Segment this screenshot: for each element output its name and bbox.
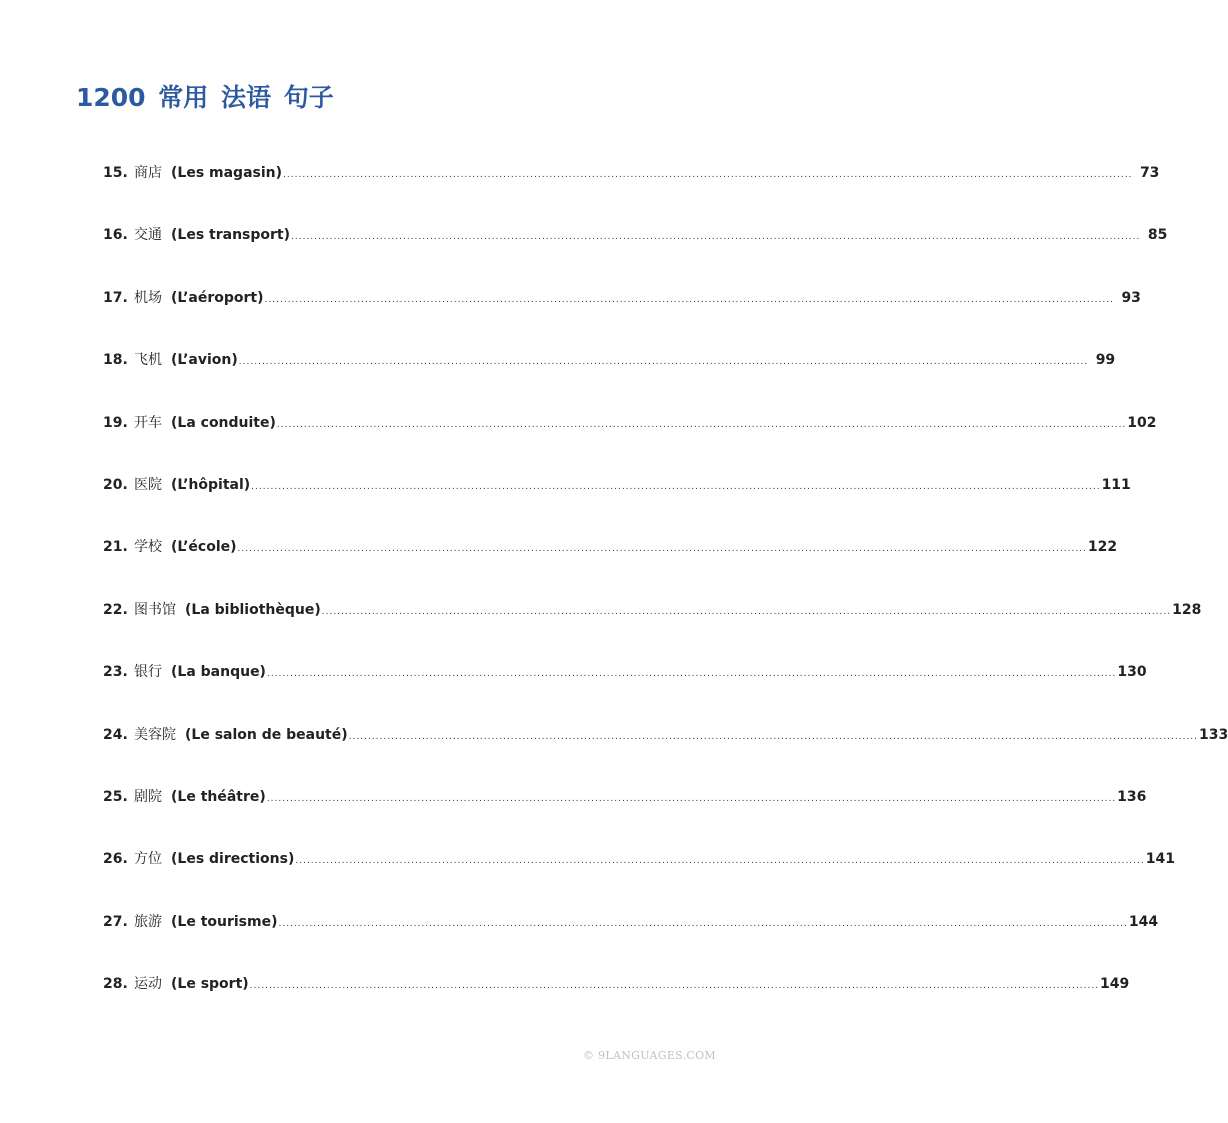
entry-french-title: (La bibliothèque)	[185, 601, 321, 618]
entry-chinese-title: 学校	[134, 539, 162, 556]
toc-entry[interactable]	[103, 907, 1159, 969]
entry-chinese-title: 运动	[134, 976, 162, 993]
entry-number: 19.	[103, 414, 128, 431]
entry-french-title: (Les magasin)	[171, 165, 283, 181]
dot-leader: ............................................................................................................................................................................................................................	[321, 606, 1172, 617]
entry-chinese-title: 开车	[134, 414, 162, 431]
entry-page-number: 111	[1101, 476, 1131, 493]
entry-chinese-title: 旅游	[134, 913, 162, 930]
entry-number: 26.	[103, 851, 128, 868]
dot-leader: ............................................................................................................................................................................................................................	[264, 294, 1114, 305]
entry-french-title: (La conduite)	[171, 414, 276, 431]
entry-french-title: (L’aéroport)	[171, 289, 264, 306]
toc-entry[interactable]	[103, 532, 1118, 594]
entry-chinese-title: 银行	[134, 664, 162, 681]
entry-chinese-title: 剧院	[134, 788, 162, 805]
toc-entry[interactable]	[103, 720, 1228, 782]
toc-entry[interactable]	[103, 782, 1147, 844]
entry-chinese-title: 交通	[134, 227, 162, 244]
toc-entry[interactable]	[103, 470, 1131, 532]
entry-page-number: 144	[1128, 913, 1159, 930]
toc-entry[interactable]	[103, 283, 1141, 345]
entry-page-number: 122	[1087, 539, 1118, 556]
entry-number: 24.	[103, 726, 128, 743]
entry-number: 15.	[103, 165, 128, 181]
entry-page-number: 128	[1172, 601, 1202, 618]
page-title: 1200 常用 法语 句子	[76, 83, 334, 112]
toc-entry[interactable]	[103, 408, 1157, 470]
entry-french-title: (L’avion)	[171, 352, 238, 369]
entry-page-number: 130	[1117, 664, 1147, 681]
entry-number: 20.	[103, 476, 128, 493]
entry-french-title: (Les transport)	[171, 227, 290, 244]
entry-chinese-title: 方位	[134, 851, 162, 868]
dot-leader: ............................................................................................................................................................................................................................	[278, 918, 1128, 929]
entry-chinese-title: 飞机	[134, 352, 162, 369]
entry-french-title: (Le salon de beauté)	[185, 726, 348, 743]
entry-page-number: 93	[1121, 289, 1141, 306]
table-of-contents	[103, 158, 1228, 1031]
entry-number: 21.	[103, 539, 128, 556]
entry-number: 22.	[103, 601, 128, 618]
entry-page-number: 85	[1147, 227, 1168, 244]
entry-page-number: 136	[1117, 788, 1147, 805]
toc-entry[interactable]	[103, 158, 1160, 220]
entry-page-number: 99	[1095, 352, 1116, 369]
entry-french-title: (Le tourisme)	[171, 913, 278, 930]
dot-leader: ............................................................................................................................................................................................................................	[249, 981, 1100, 992]
entry-page-number: 149	[1100, 976, 1130, 993]
toc-entry[interactable]	[103, 220, 1168, 282]
entry-french-title: (Les directions)	[171, 851, 295, 868]
entry-page-number: 133	[1199, 726, 1228, 743]
entry-number: 18.	[103, 352, 128, 369]
toc-entry[interactable]	[103, 657, 1147, 719]
entry-number: 23.	[103, 664, 128, 681]
watermark: © 9LANGUAGES.COM	[583, 1049, 716, 1062]
dot-leader: ............................................................................................................................................................................................................................	[283, 170, 1133, 180]
entry-french-title: (Le théâtre)	[171, 788, 266, 805]
entry-page-number: 141	[1145, 851, 1175, 868]
entry-number: 28.	[103, 976, 128, 993]
entry-chinese-title: 美容院	[134, 726, 176, 743]
entry-number: 27.	[103, 913, 128, 930]
dot-leader: ............................................................................................................................................................................................................................	[291, 232, 1141, 243]
entry-chinese-title: 商店	[134, 165, 162, 181]
entry-number: 17.	[103, 289, 128, 306]
dot-leader: ............................................................................................................................................................................................................................	[276, 419, 1127, 430]
toc-entry[interactable]	[103, 844, 1175, 906]
entry-page-number: 102	[1127, 414, 1157, 431]
dot-leader: ............................................................................................................................................................................................................................	[251, 481, 1101, 492]
entry-chinese-title: 医院	[134, 476, 162, 493]
entry-french-title: (La banque)	[171, 664, 266, 681]
entry-chinese-title: 图书馆	[134, 601, 176, 618]
entry-french-title: (L’hôpital)	[171, 476, 251, 493]
entry-french-title: (Le sport)	[171, 976, 249, 993]
entry-number: 25.	[103, 788, 128, 805]
toc-entry[interactable]	[103, 595, 1202, 657]
dot-leader: ............................................................................................................................................................................................................................	[237, 544, 1087, 555]
dot-leader: ............................................................................................................................................................................................................................	[266, 793, 1117, 804]
toc-entry[interactable]	[103, 969, 1130, 1031]
dot-leader: ............................................................................................................................................................................................................................	[238, 357, 1089, 368]
entry-page-number: 73	[1139, 165, 1160, 181]
entry-chinese-title: 机场	[134, 289, 162, 306]
dot-leader: ............................................................................................................................................................................................................................	[266, 669, 1117, 680]
entry-number: 16.	[103, 227, 128, 244]
toc-entry[interactable]	[103, 345, 1116, 407]
dot-leader: ............................................................................................................................................................................................................................	[348, 731, 1199, 742]
dot-leader: ............................................................................................................................................................................................................................	[295, 856, 1145, 867]
entry-french-title: (L’école)	[171, 539, 237, 556]
